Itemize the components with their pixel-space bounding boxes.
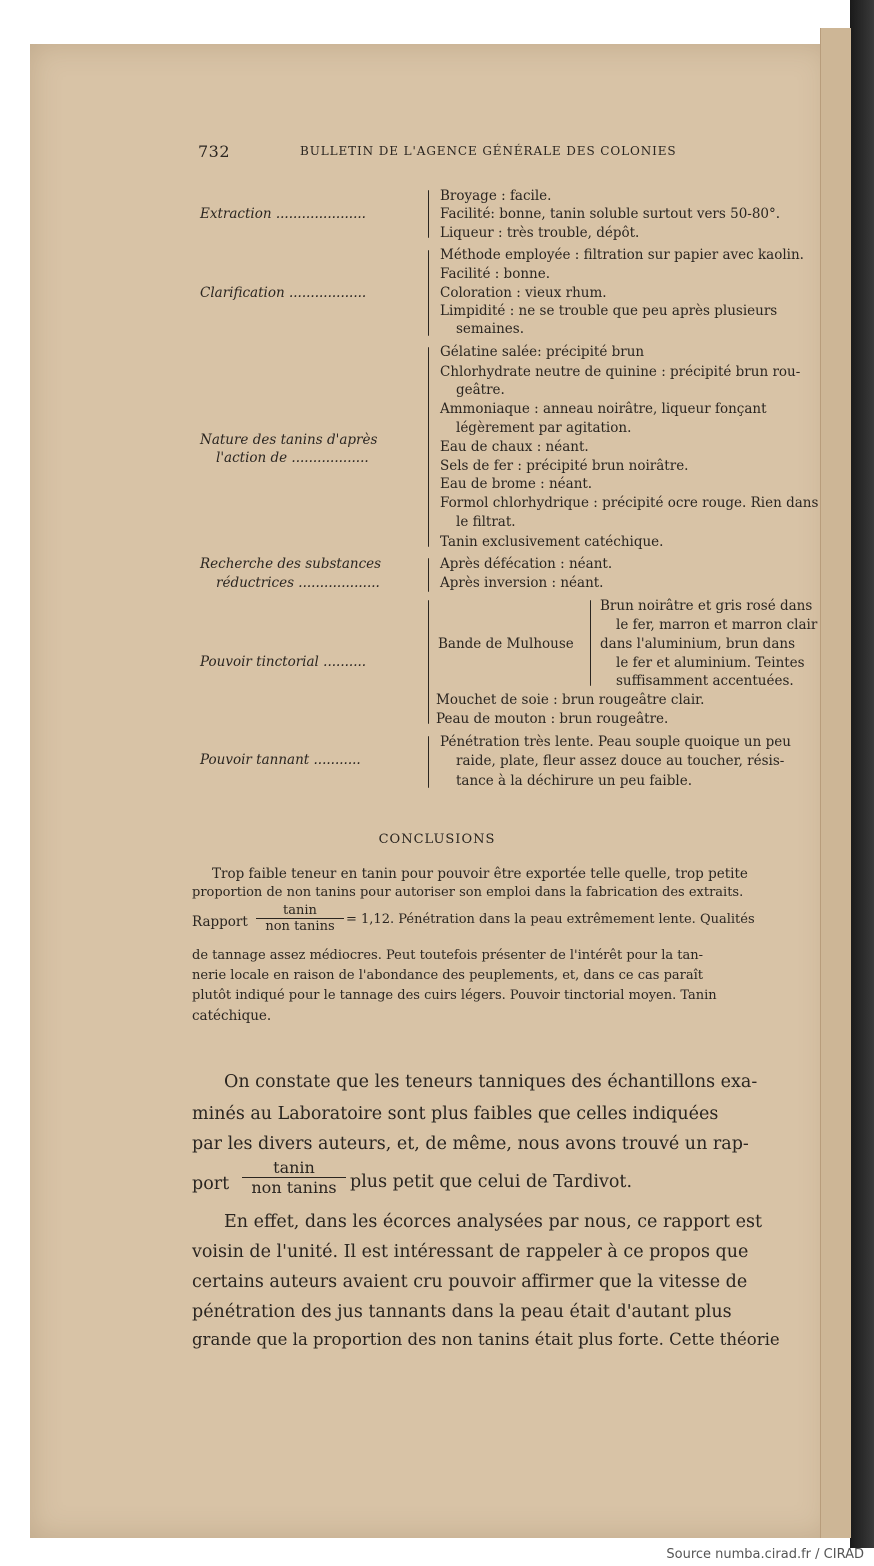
brace-clarification: [428, 250, 429, 336]
label-pouvoir-tinctorial: Pouvoir tinctorial ..........: [200, 654, 367, 670]
nature-line-11: Tanin exclusivement catéchique.: [440, 534, 664, 550]
brace-recherche: [428, 558, 429, 592]
conclusions-line-4: de tannage assez médiocres. Peut toutefois présenter de l'intérêt pour la tan-: [192, 948, 703, 963]
body-p1-port: port: [192, 1174, 230, 1194]
mulhouse-line-4: le fer et aluminium. Teintes: [616, 655, 805, 671]
brace-tinctorial: [428, 600, 429, 724]
conclusions-fraction: [256, 903, 344, 934]
label-recherche-1: Recherche des substances: [200, 556, 382, 572]
next-page-strip: [820, 28, 851, 1538]
tinctorial-sub-label: Bande de Mulhouse: [438, 636, 574, 652]
tinctorial-line-1: Mouchet de soie : brun rougeâtre clair.: [436, 692, 705, 708]
conclusions-line-1: Trop faible teneur en tanin pour pouvoir être exportée telle quelle, trop petite: [212, 866, 748, 882]
mulhouse-line-2: le fer, marron et marron clair: [616, 617, 818, 633]
body-p2-line-1: En effet, dans les écorces analysées par nous, ce rapport est: [224, 1212, 763, 1232]
conclusions-title: CONCLUSIONS: [378, 832, 496, 847]
nature-line-2: Chlorhydrate neutre de quinine : précipité brun rou-: [440, 364, 801, 380]
nature-line-9: Formol chlorhydrique : précipité ocre rouge. Rien dans: [440, 495, 819, 511]
nature-line-3: geâtre.: [456, 382, 505, 398]
conclusions-line-5: nerie locale en raison de l'abondance des peuplements, et, dans ce cas paraît: [192, 968, 704, 983]
nature-line-7: Sels de fer : précipité brun noirâtre.: [440, 458, 689, 474]
page-number: 732: [198, 142, 231, 161]
conclusions-line-3: = 1,12. Pénétration dans la peau extrêmement lente. Qualités: [346, 912, 755, 927]
mulhouse-line-5: suffisamment accentuées.: [616, 673, 794, 689]
conclusions-frac-numerator: tanin: [283, 903, 317, 918]
body-p1-line-1: On constate que les teneurs tanniques des échantillons exa-: [224, 1072, 758, 1092]
nature-line-5: légèrement par agitation.: [456, 420, 632, 436]
label-pouvoir-tannant: Pouvoir tannant ...........: [200, 752, 361, 768]
label-nature-1: Nature des tanins d'après: [200, 432, 378, 448]
body-fraction: [242, 1158, 346, 1197]
body-frac-numerator: tanin: [273, 1158, 315, 1177]
extraction-line-2: Facilité: bonne, tanin soluble surtout vers 50-80°.: [440, 206, 781, 222]
nature-line-6: Eau de chaux : néant.: [440, 439, 589, 455]
tannant-line-3: tance à la déchirure un peu faible.: [456, 773, 692, 789]
body-p2-line-4: pénétration des jus tannants dans la peau était d'autant plus: [192, 1302, 732, 1322]
clarification-line-3: Coloration : vieux rhum.: [440, 285, 607, 301]
nature-line-1: Gélatine salée: précipité brun: [440, 344, 645, 360]
body-p1-line-3: par les divers auteurs, et, de même, nous avons trouvé un rap-: [192, 1134, 749, 1154]
nature-line-10: le filtrat.: [456, 514, 516, 530]
body-p1-line-4: plus petit que celui de Tardivot.: [350, 1172, 633, 1192]
conclusions-rapport: Rapport: [192, 914, 248, 930]
extraction-line-1: Broyage : facile.: [440, 188, 552, 204]
next-page-edge: [850, 0, 874, 1548]
nature-line-4: Ammoniaque : anneau noirâtre, liqueur fonçant: [440, 401, 767, 417]
clarification-line-4: Limpidité : ne se trouble que peu après plusieurs: [440, 303, 778, 319]
extraction-line-3: Liqueur : très trouble, dépôt.: [440, 225, 640, 241]
recherche-line-1: Après défécation : néant.: [440, 556, 613, 572]
brace-mulhouse: [590, 600, 591, 686]
source-credit: Source numba.cirad.fr / CIRAD: [666, 1547, 864, 1562]
body-p2-line-2: voisin de l'unité. Il est intéressant de rappeler à ce propos que: [192, 1242, 749, 1262]
brace-tannant: [428, 736, 429, 788]
clarification-line-1: Méthode employée : filtration sur papier avec kaolin.: [440, 247, 804, 263]
tannant-line-1: Pénétration très lente. Peau souple quoique un peu: [440, 734, 791, 750]
clarification-line-5: semaines.: [456, 321, 524, 337]
nature-line-8: Eau de brome : néant.: [440, 476, 593, 492]
tannant-line-2: raide, plate, fleur assez douce au toucher, résis-: [456, 753, 785, 769]
body-p1-line-2: minés au Laboratoire sont plus faibles que celles indiquées: [192, 1104, 719, 1124]
conclusions-line-7: catéchique.: [192, 1008, 272, 1024]
mulhouse-line-3: dans l'aluminium, brun dans: [600, 636, 795, 652]
running-title: BULLETIN DE L'AGENCE GÉNÉRALE DES COLONIES: [300, 144, 677, 158]
conclusions-line-2: proportion de non tanins pour autoriser son emploi dans la fabrication des extraits.: [192, 885, 744, 900]
conclusions-line-6: plutôt indiqué pour le tannage des cuirs légers. Pouvoir tinctorial moyen. Tanin: [192, 988, 717, 1003]
conclusions-frac-denominator: non tanins: [256, 918, 344, 934]
mulhouse-line-1: Brun noirâtre et gris rosé dans: [600, 598, 813, 614]
label-extraction: Extraction .....................: [200, 206, 366, 222]
body-p2-line-3: certains auteurs avaient cru pouvoir affirmer que la vitesse de: [192, 1272, 748, 1292]
label-nature-2: l'action de ..................: [216, 450, 369, 466]
recherche-line-2: Après inversion : néant.: [440, 575, 604, 591]
label-clarification: Clarification ..................: [200, 285, 367, 301]
tinctorial-line-2: Peau de mouton : brun rougeâtre.: [436, 711, 669, 727]
label-recherche-2: réductrices ...................: [216, 575, 380, 591]
clarification-line-2: Facilité : bonne.: [440, 266, 550, 282]
body-frac-denominator: non tanins: [242, 1177, 346, 1197]
brace-nature: [428, 347, 429, 547]
body-p2-line-5: grande que la proportion des non tanins était plus forte. Cette théorie: [192, 1330, 780, 1349]
brace-extraction: [428, 190, 429, 238]
